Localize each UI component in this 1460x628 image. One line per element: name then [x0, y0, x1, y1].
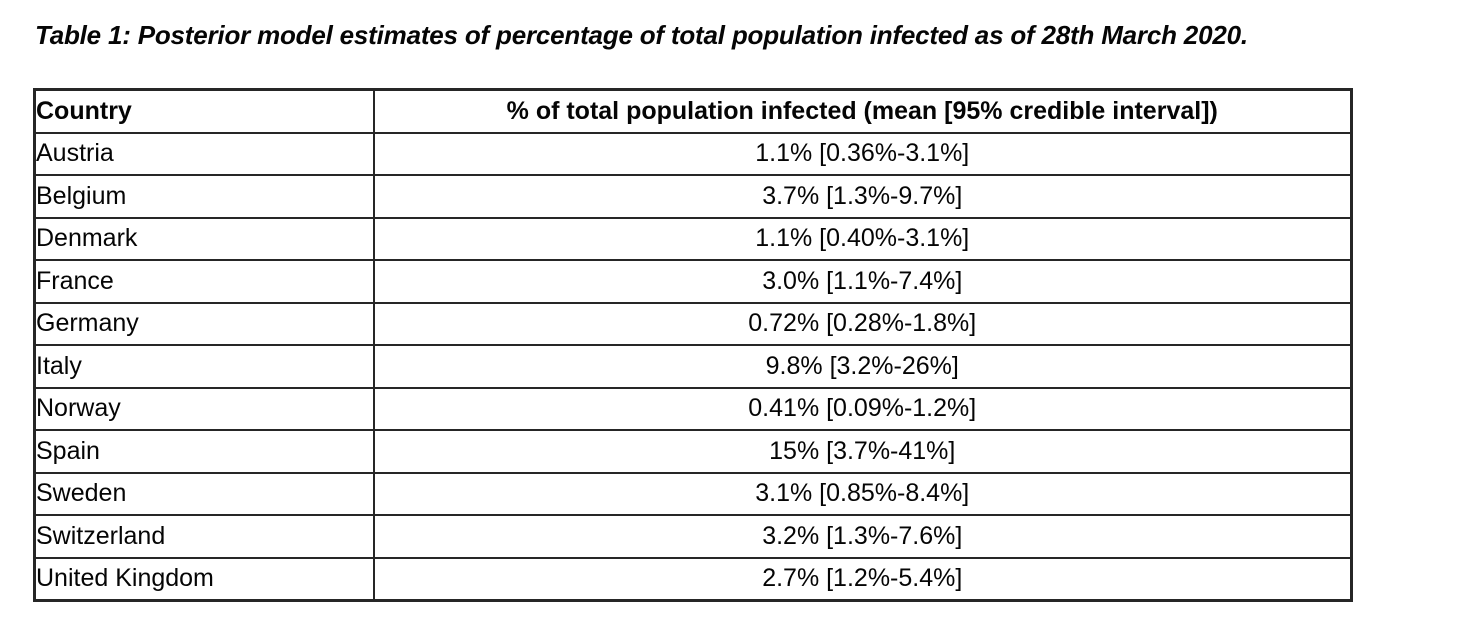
- country-cell: Italy: [35, 345, 374, 388]
- country-cell: Belgium: [35, 175, 374, 218]
- table-row: [35, 473, 1352, 516]
- table-row: [35, 260, 1352, 303]
- estimate-cell: 0.72% [0.28%-1.8%]: [374, 303, 1352, 346]
- estimate-cell: 1.1% [0.36%-3.1%]: [374, 133, 1352, 176]
- estimate-column-header: % of total population infected (mean [95% credible interval]): [374, 90, 1352, 133]
- table-row: [35, 303, 1352, 346]
- table-row: [35, 175, 1352, 218]
- country-cell: Austria: [35, 133, 374, 176]
- country-cell: Germany: [35, 303, 374, 346]
- country-cell: Spain: [35, 430, 374, 473]
- estimate-cell: 3.0% [1.1%-7.4%]: [374, 260, 1352, 303]
- table-header-row: [35, 90, 1352, 133]
- country-cell: Denmark: [35, 218, 374, 261]
- table-row: [35, 558, 1352, 601]
- estimate-cell: 1.1% [0.40%-3.1%]: [374, 218, 1352, 261]
- table-row: [35, 388, 1352, 431]
- table-row: [35, 218, 1352, 261]
- country-cell: Sweden: [35, 473, 374, 516]
- estimate-cell: 2.7% [1.2%-5.4%]: [374, 558, 1352, 601]
- table-row: [35, 515, 1352, 558]
- estimate-cell: 3.2% [1.3%-7.6%]: [374, 515, 1352, 558]
- country-cell: Norway: [35, 388, 374, 431]
- table-caption: Table 1: Posterior model estimates of percentage of total population infected as of 28th March 2020.: [35, 20, 1248, 50]
- country-cell: United Kingdom: [35, 558, 374, 601]
- estimate-cell: 3.7% [1.3%-9.7%]: [374, 175, 1352, 218]
- country-column-header: Country: [35, 90, 374, 133]
- table-row: [35, 430, 1352, 473]
- table-row: [35, 133, 1352, 176]
- estimate-cell: 3.1% [0.85%-8.4%]: [374, 473, 1352, 516]
- estimate-cell: 15% [3.7%-41%]: [374, 430, 1352, 473]
- country-cell: France: [35, 260, 374, 303]
- country-cell: Switzerland: [35, 515, 374, 558]
- infection-estimates-table: [33, 88, 1353, 602]
- estimate-cell: 0.41% [0.09%-1.2%]: [374, 388, 1352, 431]
- estimate-cell: 9.8% [3.2%-26%]: [374, 345, 1352, 388]
- table-row: [35, 345, 1352, 388]
